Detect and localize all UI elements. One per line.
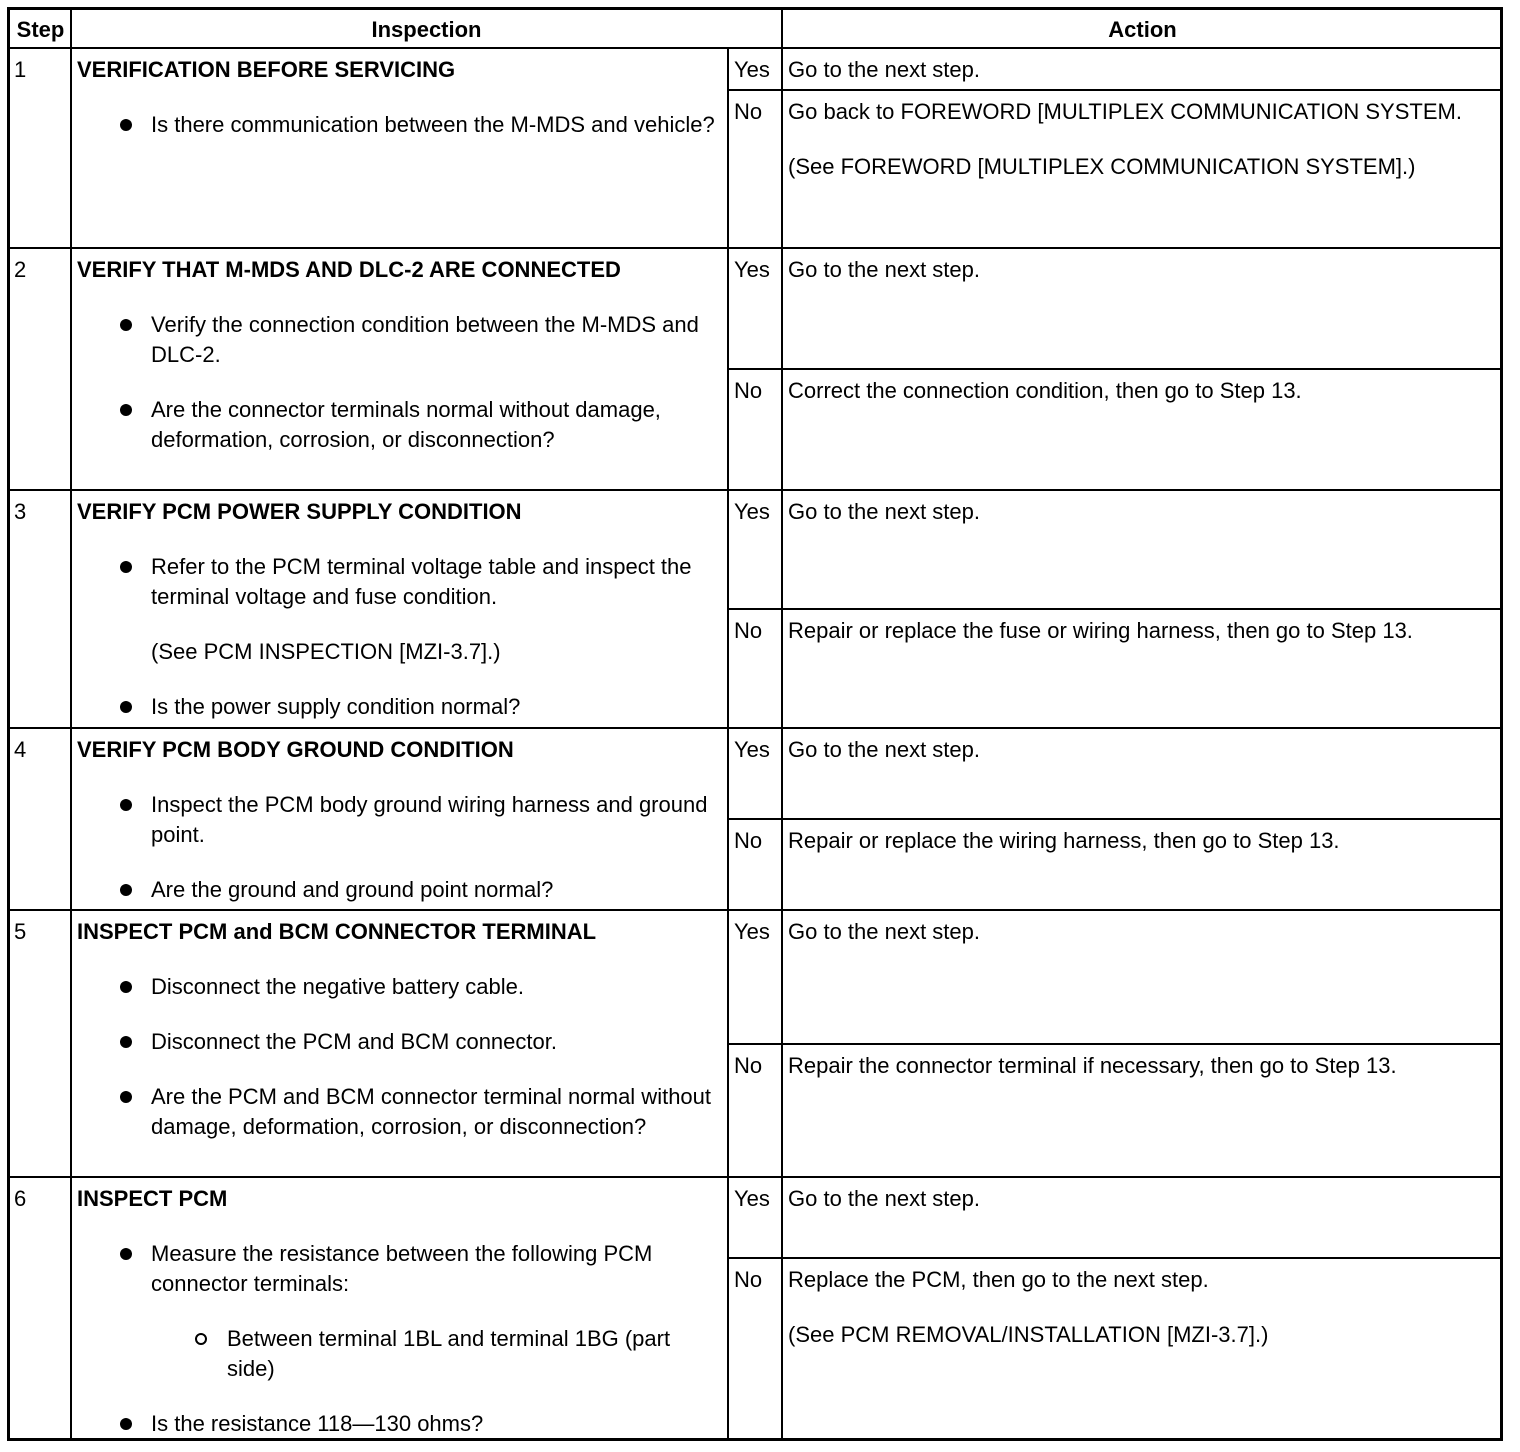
bullet-item: Verify the connection condition between the M-MDS and DLC-2. bbox=[77, 310, 722, 370]
action-text: Correct the connection condition, then go to Step 13. bbox=[788, 378, 1302, 403]
bullet-item: Are the ground and ground point normal? bbox=[77, 875, 722, 905]
reference-note: (See PCM INSPECTION [MZI-3.7].) bbox=[151, 639, 501, 664]
action-text: Replace the PCM, then go to the next step. bbox=[788, 1267, 1209, 1292]
action-text: Go back to FOREWORD [MULTIPLEX COMMUNICATION SYSTEM. bbox=[788, 99, 1462, 124]
header-step: Step bbox=[16, 17, 65, 42]
inspection-cell bbox=[77, 728, 722, 905]
yes-label: Yes bbox=[734, 1186, 770, 1211]
divider bbox=[70, 10, 72, 1438]
step-number: 2 bbox=[14, 257, 27, 282]
action-text: Go to the next step. bbox=[788, 257, 981, 282]
no-action bbox=[788, 1258, 1499, 1350]
bullet-item: Is the power supply condition normal? bbox=[77, 692, 722, 722]
bullet-item: Measure the resistance between the following PCM connector terminals: bbox=[77, 1239, 722, 1299]
inspection-title: VERIFY PCM POWER SUPPLY CONDITION bbox=[77, 499, 522, 524]
step-number: 5 bbox=[14, 919, 27, 944]
bullet-item: Inspect the PCM body ground wiring harness and ground point. bbox=[77, 790, 722, 850]
action-text: Repair or replace the wiring harness, then go to Step 13. bbox=[788, 828, 1340, 853]
bullet-item: Disconnect the negative battery cable. bbox=[77, 972, 722, 1002]
header-inspection: Inspection bbox=[371, 17, 482, 42]
yes-label: Yes bbox=[734, 919, 770, 944]
yes-action bbox=[788, 1177, 1499, 1214]
no-action bbox=[788, 369, 1499, 406]
action-text: Go to the next step. bbox=[788, 1186, 981, 1211]
inspection-title: VERIFY PCM BODY GROUND CONDITION bbox=[77, 737, 514, 762]
action-text: (See PCM REMOVAL/INSTALLATION [MZI-3.7].) bbox=[788, 1322, 1269, 1347]
no-label: No bbox=[734, 828, 763, 853]
inspection-title: INSPECT PCM and BCM CONNECTOR TERMINAL bbox=[77, 919, 597, 944]
action-text: Repair the connector terminal if necessary, then go to Step 13. bbox=[788, 1053, 1397, 1078]
bullet-item: Are the PCM and BCM connector terminal normal without damage, deformation, corrosion, or disconnection? bbox=[77, 1082, 722, 1142]
yes-action bbox=[788, 728, 1499, 765]
inspection-cell bbox=[77, 48, 722, 140]
action-text: Go to the next step. bbox=[788, 499, 981, 524]
action-text: (See FOREWORD [MULTIPLEX COMMUNICATION SYSTEM].) bbox=[788, 154, 1416, 179]
step-number: 4 bbox=[14, 737, 27, 762]
inspection-title: VERIFICATION BEFORE SERVICING bbox=[77, 57, 456, 82]
bullet-item: Is there communication between the M-MDS and vehicle? bbox=[77, 110, 722, 140]
divider bbox=[727, 48, 729, 1438]
yes-action bbox=[788, 48, 1499, 85]
no-label: No bbox=[734, 618, 763, 643]
inspection-cell bbox=[77, 910, 722, 1142]
inspection-cell bbox=[77, 490, 722, 722]
no-action bbox=[788, 819, 1499, 856]
yes-label: Yes bbox=[734, 257, 770, 282]
no-label: No bbox=[734, 1053, 763, 1078]
bullet-item: Is the resistance 118—130 ohms? bbox=[77, 1409, 722, 1439]
yes-action bbox=[788, 910, 1499, 947]
no-label: No bbox=[734, 99, 763, 124]
yes-action bbox=[788, 490, 1499, 527]
action-text: Repair or replace the fuse or wiring harness, then go to Step 13. bbox=[788, 618, 1413, 643]
yes-label: Yes bbox=[734, 57, 770, 82]
step-number: 3 bbox=[14, 499, 27, 524]
no-action bbox=[788, 90, 1499, 182]
yes-action bbox=[788, 248, 1499, 285]
action-text: Go to the next step. bbox=[788, 57, 981, 82]
no-label: No bbox=[734, 378, 763, 403]
step-number: 1 bbox=[14, 57, 27, 82]
bullet-item: Refer to the PCM terminal voltage table and inspect the terminal voltage and fuse condition. bbox=[77, 552, 722, 612]
no-label: No bbox=[734, 1267, 763, 1292]
no-action bbox=[788, 609, 1499, 646]
step-number: 6 bbox=[14, 1186, 27, 1211]
inspection-cell bbox=[77, 248, 722, 455]
header-action: Action bbox=[1108, 17, 1177, 42]
inspection-title: INSPECT PCM bbox=[77, 1186, 228, 1211]
inspection-title: VERIFY THAT M-MDS AND DLC-2 ARE CONNECTED bbox=[77, 257, 621, 282]
diagnostic-table bbox=[7, 7, 1503, 1441]
sub-bullet-item: Between terminal 1BL and terminal 1BG (part side) bbox=[77, 1324, 722, 1384]
divider bbox=[781, 10, 783, 1438]
no-action bbox=[788, 1044, 1499, 1081]
yes-label: Yes bbox=[734, 737, 770, 762]
bullet-item: Are the connector terminals normal without damage, deformation, corrosion, or disconnection? bbox=[77, 395, 722, 455]
bullet-item: Disconnect the PCM and BCM connector. bbox=[77, 1027, 722, 1057]
yes-label: Yes bbox=[734, 499, 770, 524]
action-text: Go to the next step. bbox=[788, 737, 981, 762]
action-text: Go to the next step. bbox=[788, 919, 981, 944]
inspection-cell bbox=[77, 1177, 722, 1439]
